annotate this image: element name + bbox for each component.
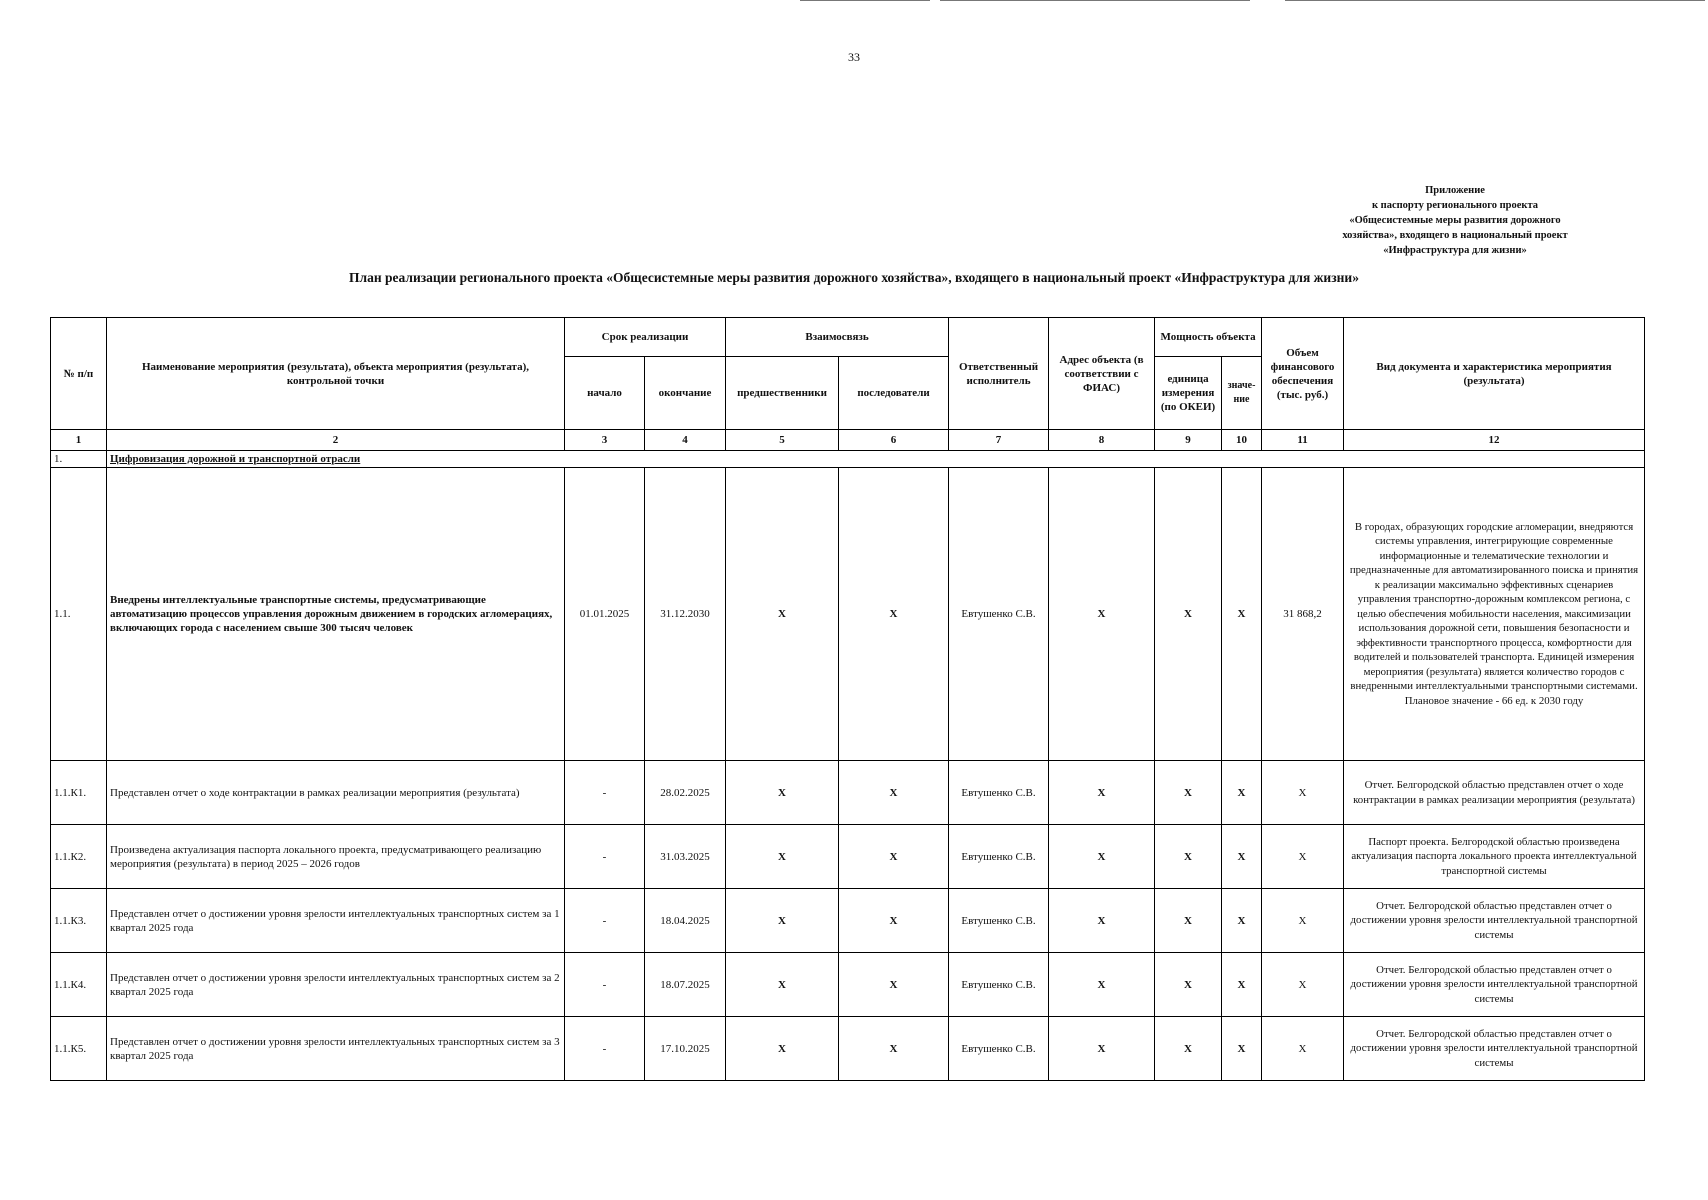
column-number: 4 (645, 430, 726, 451)
scan-artifact-line (1285, 0, 1705, 1)
checkpoint-row (51, 1017, 1645, 1081)
row-address: X (1049, 761, 1155, 825)
row-number: 1.1.К1. (51, 761, 107, 825)
row-end-date: 28.02.2025 (645, 761, 726, 825)
row-start-date: - (565, 953, 645, 1017)
row-predecessors: X (726, 1017, 839, 1081)
row-responsible: Евтушенко С.В. (949, 761, 1049, 825)
row-predecessors: X (726, 761, 839, 825)
row-value: X (1222, 825, 1262, 889)
row-finance: X (1262, 761, 1344, 825)
row-end-date: 17.10.2025 (645, 1017, 726, 1081)
checkpoint-row (51, 761, 1645, 825)
row-unit: X (1155, 825, 1222, 889)
column-number-row (51, 430, 1645, 451)
row-successors: X (839, 761, 949, 825)
row-predecessors: X (726, 889, 839, 953)
row-finance: 31 868,2 (1262, 468, 1344, 761)
checkpoint-row (51, 825, 1645, 889)
row-value: X (1222, 953, 1262, 1017)
header-term: Срок реализации (565, 318, 726, 357)
section-row (51, 451, 1645, 468)
header-name: Наименование мероприятия (результата), объекта мероприятия (результата), контрольной точки (107, 318, 565, 430)
row-document: Отчет. Белгородской областью представлен отчет о достижении уровня зрелости интеллектуальной транспортной системы (1344, 889, 1645, 953)
column-number: 10 (1222, 430, 1262, 451)
section-number: 1. (51, 451, 107, 468)
row-successors: X (839, 825, 949, 889)
row-value: X (1222, 1017, 1262, 1081)
row-name: Представлен отчет о достижении уровня зрелости интеллектуальных транспортных систем за 2 квартал 2025 года (107, 953, 565, 1017)
header-address: Адрес объекта (в соответствии с ФИАС) (1049, 318, 1155, 430)
row-document: Отчет. Белгородской областью представлен отчет о ходе контрактации в рамках реализации мероприятия (результата) (1344, 761, 1645, 825)
row-unit: X (1155, 889, 1222, 953)
row-responsible: Евтушенко С.В. (949, 889, 1049, 953)
row-document: Паспорт проекта. Белгородской областью произведена актуализация паспорта локального проекта интеллектуальной транспортной системы (1344, 825, 1645, 889)
row-successors: X (839, 889, 949, 953)
row-successors: X (839, 1017, 949, 1081)
row-address: X (1049, 1017, 1155, 1081)
checkpoint-row (51, 889, 1645, 953)
row-number: 1.1.К5. (51, 1017, 107, 1081)
row-name: Представлен отчет о достижении уровня зрелости интеллектуальных транспортных систем за 3 квартал 2025 года (107, 1017, 565, 1081)
row-number: 1.1.К3. (51, 889, 107, 953)
row-successors: X (839, 468, 949, 761)
row-address: X (1049, 825, 1155, 889)
document-title: План реализации регионального проекта «Общесистемные меры развития дорожного хозяйства», входящего в национальный проект «Инфраструктура для жизни» (349, 270, 1359, 285)
row-address: X (1049, 468, 1155, 761)
row-unit: X (1155, 761, 1222, 825)
row-end-date: 31.12.2030 (645, 468, 726, 761)
row-name: Представлен отчет о ходе контрактации в рамках реализации мероприятия (результата) (107, 761, 565, 825)
appendix-line: Приложение (1425, 185, 1485, 196)
row-responsible: Евтушенко С.В. (949, 825, 1049, 889)
row-finance: X (1262, 825, 1344, 889)
row-unit: X (1155, 468, 1222, 761)
row-number: 1.1.К4. (51, 953, 107, 1017)
row-unit: X (1155, 1017, 1222, 1081)
column-number: 9 (1155, 430, 1222, 451)
column-number: 6 (839, 430, 949, 451)
header-successors: последователи (839, 357, 949, 430)
column-number: 11 (1262, 430, 1344, 451)
row-start-date: - (565, 1017, 645, 1081)
row-unit: X (1155, 953, 1222, 1017)
appendix-note (1290, 183, 1620, 258)
row-name: Внедрены интеллектуальные транспортные системы, предусматривающие автоматизацию процессов управления дорожным движением в городских агломерациях, включающих города с населением свыше 300 тысяч человек (107, 468, 565, 761)
row-responsible: Евтушенко С.В. (949, 953, 1049, 1017)
checkpoint-row (51, 953, 1645, 1017)
row-address: X (1049, 889, 1155, 953)
row-document: Отчет. Белгородской областью представлен отчет о достижении уровня зрелости интеллектуальной транспортной системы (1344, 1017, 1645, 1081)
column-number: 7 (949, 430, 1049, 451)
plan-table (50, 317, 1645, 1081)
row-end-date: 18.07.2025 (645, 953, 726, 1017)
row-predecessors: X (726, 953, 839, 1017)
row-number: 1.1. (51, 468, 107, 761)
appendix-line: «Инфраструктура для жизни» (1383, 245, 1527, 256)
row-predecessors: X (726, 468, 839, 761)
row-finance: X (1262, 889, 1344, 953)
column-number: 1 (51, 430, 107, 451)
header-end: окончание (645, 357, 726, 430)
row-end-date: 31.03.2025 (645, 825, 726, 889)
section-name: Цифровизация дорожной и транспортной отрасли (107, 451, 1645, 468)
header-responsible: Ответственный исполнитель (949, 318, 1049, 430)
header-doc: Вид документа и характеристика мероприятия (результата) (1344, 318, 1645, 430)
header-finance: Объем финансового обеспечения (тыс. руб.) (1262, 318, 1344, 430)
result-row (51, 468, 1645, 761)
scan-artifact-line (940, 0, 1250, 1)
header-unit: единица измерения (по ОКЕИ) (1155, 357, 1222, 430)
row-responsible: Евтушенко С.В. (949, 1017, 1049, 1081)
header-capacity: Мощность объекта (1155, 318, 1262, 357)
header-predecessors: предшественники (726, 357, 839, 430)
row-value: X (1222, 889, 1262, 953)
scan-artifact-line (800, 0, 930, 1)
column-number: 2 (107, 430, 565, 451)
row-predecessors: X (726, 825, 839, 889)
row-start-date: - (565, 889, 645, 953)
row-value: X (1222, 761, 1262, 825)
header-value: значе-ние (1222, 357, 1262, 430)
row-value: X (1222, 468, 1262, 761)
appendix-line: хозяйства», входящего в национальный проект (1342, 230, 1568, 241)
header-link: Взаимосвязь (726, 318, 949, 357)
row-end-date: 18.04.2025 (645, 889, 726, 953)
row-document: В городах, образующих городские агломерации, внедряются системы управления, интегрирующие современные информационные и телематические технологии и предназначенные для автоматизированного поиска и принятия к реализации максимально эффективных сценариев управления транспортно-дорожным комплексом региона, с целью обеспечения мобильности населения, максимизации использования дорожной сети, повышения безопасности и эффективности транспортного процесса, комфортности для водителей и пользователей транспорта. Единицей измерения мероприятия (результата) является количество городов с внедренными интеллектуальными транспортными системами. Плановое значение - 66 ед. к 2030 году (1344, 468, 1645, 761)
page-number: 33 (848, 50, 860, 64)
row-document: Отчет. Белгородской областью представлен отчет о достижении уровня зрелости интеллектуальной транспортной системы (1344, 953, 1645, 1017)
column-number: 12 (1344, 430, 1645, 451)
row-successors: X (839, 953, 949, 1017)
appendix-line: «Общесистемные меры развития дорожного (1349, 215, 1561, 226)
row-name: Произведена актуализация паспорта локального проекта, предусматривающего реализацию мероприятия (результата) в период 2025 – 2026 годов (107, 825, 565, 889)
row-finance: X (1262, 1017, 1344, 1081)
row-number: 1.1.К2. (51, 825, 107, 889)
header-row-top (51, 318, 1645, 357)
row-address: X (1049, 953, 1155, 1017)
column-number: 3 (565, 430, 645, 451)
header-num: № п/п (51, 318, 107, 430)
column-number: 5 (726, 430, 839, 451)
appendix-line: к паспорту регионального проекта (1371, 200, 1538, 211)
row-start-date: 01.01.2025 (565, 468, 645, 761)
row-name: Представлен отчет о достижении уровня зрелости интеллектуальных транспортных систем за 1 квартал 2025 года (107, 889, 565, 953)
column-number: 8 (1049, 430, 1155, 451)
row-start-date: - (565, 761, 645, 825)
header-start: начало (565, 357, 645, 430)
row-start-date: - (565, 825, 645, 889)
row-finance: X (1262, 953, 1344, 1017)
row-responsible: Евтушенко С.В. (949, 468, 1049, 761)
